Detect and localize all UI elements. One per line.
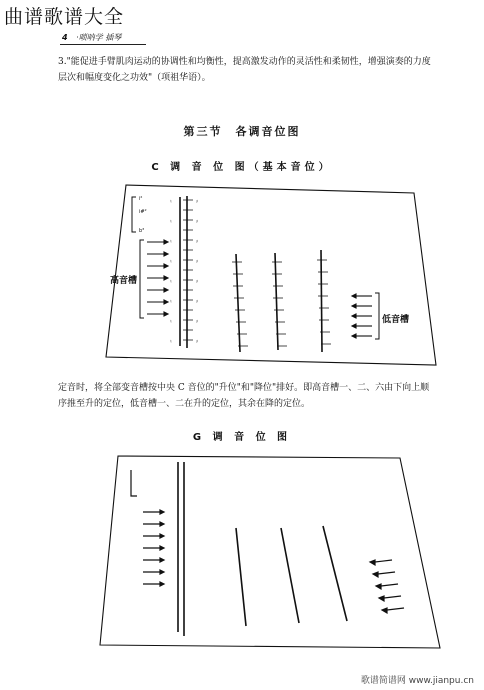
svg-text:♯: ♯ [196, 220, 199, 225]
svg-text:♯: ♯ [196, 300, 199, 305]
svg-text:♮: ♮ [170, 260, 172, 265]
header-subtitle: 插琴 [105, 33, 122, 42]
high-string-label: 高音槽 [110, 276, 138, 286]
figure2-caption: G 调 音 位 图 [192, 432, 292, 443]
book-title: ·唢呐学 [76, 33, 103, 42]
figure1-bracket-high [140, 240, 144, 318]
svg-text:b³: b³ [139, 228, 145, 234]
page-number: 4 [62, 33, 68, 42]
svg-text:♮: ♮ [170, 220, 172, 225]
svg-text:♮: ♮ [170, 240, 172, 245]
site-title: 曲谱歌谱大全 [4, 6, 125, 28]
svg-text:♯: ♯ [196, 280, 199, 285]
low-string-label: 低音槽 [382, 315, 410, 325]
figure1-ticks [183, 200, 331, 346]
watermark: 歌谱简谱网 www.jianpu.cn [360, 676, 474, 686]
svg-text:♮: ♮ [170, 300, 172, 305]
figure1-bracket-low [375, 293, 379, 339]
figure2-bridges [178, 462, 347, 636]
figure2-arrows-right [370, 560, 404, 613]
figure1-bracket-top [132, 197, 136, 232]
svg-text:♯: ♯ [196, 240, 199, 245]
svg-text:♯: ♯ [196, 260, 199, 265]
figure1-bracket-notes [139, 196, 147, 234]
running-header [62, 32, 121, 43]
paragraph-quote: 3."能促进手臂肌肉运动的协调性和均衡性，提高激发动作的灵活性和柔韧性，增强演奏的力度层次和幅度变化之功效"（项祖华语）。 [58, 57, 431, 83]
section-title: 第三节 各调音位图 [183, 125, 301, 138]
paragraph-tuning: 定音时，将全部变音槽按中央 C 音位的"升位"和"降位"排好。即高音槽一、二、六由下向上顺序推至升的定位，低音槽一、二在升的定位，其余在降的定位。 [58, 383, 430, 409]
figure2-bracket [131, 470, 137, 496]
svg-text:♮: ♮ [170, 280, 172, 285]
figure1-bridges [180, 196, 322, 352]
figure1-arrows-left [147, 240, 168, 316]
figure2-arrows-left [143, 510, 164, 586]
svg-text:i²: i² [139, 196, 143, 202]
svg-text:♯: ♯ [196, 320, 199, 325]
figure2-frame [100, 456, 440, 648]
figure1-note-glyphs [170, 199, 198, 345]
figure1-caption: C 调 音 位 图（基本音位） [151, 162, 333, 173]
svg-text:♮: ♮ [170, 340, 172, 345]
figure1-arrows-right [352, 294, 372, 338]
svg-text:♮: ♮ [170, 320, 172, 325]
svg-text:♮: ♮ [170, 200, 172, 205]
header-rule [60, 44, 146, 45]
svg-text:♯: ♯ [196, 340, 199, 345]
svg-text:♯: ♯ [196, 200, 199, 205]
svg-text:i#²: i#² [139, 209, 147, 215]
figure1-frame [106, 185, 436, 365]
